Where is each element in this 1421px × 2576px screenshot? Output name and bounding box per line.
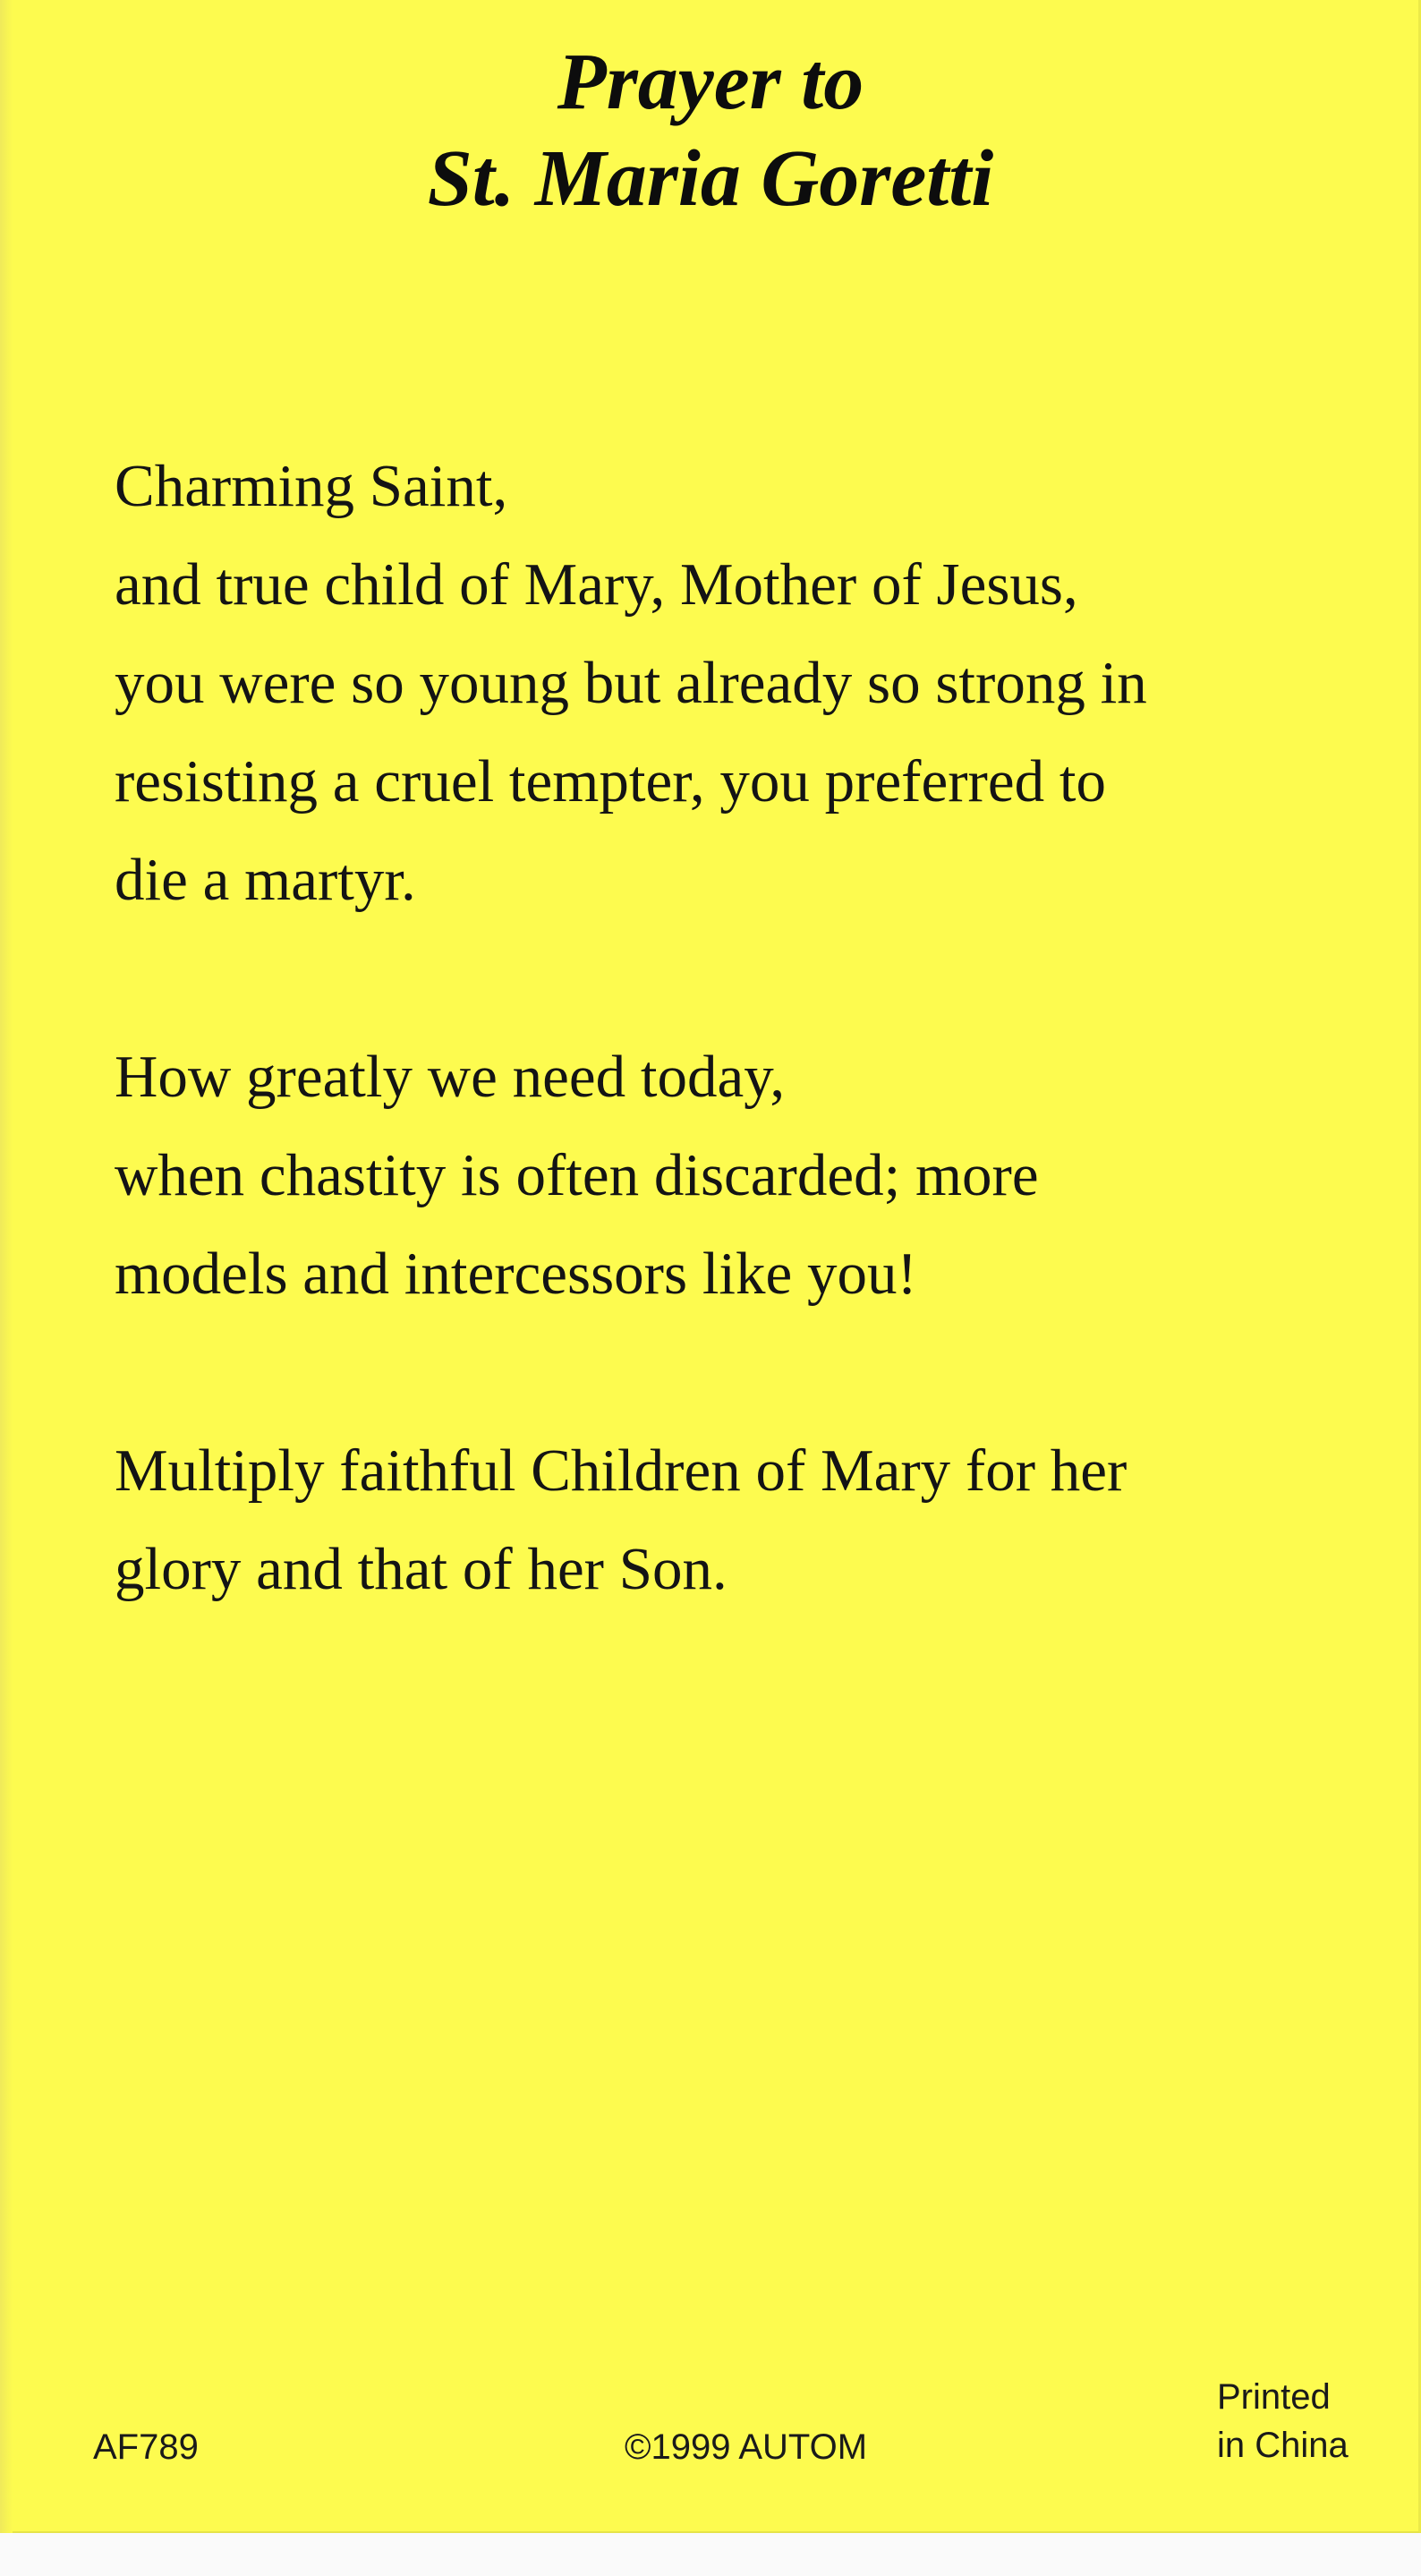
copyright-notice: ©1999 AUTOM	[625, 2427, 868, 2467]
prayer-text	[115, 437, 1412, 1717]
prayer-line: you were so young but already so strong in	[115, 650, 1147, 716]
title-line: St. Maria Goretti	[427, 134, 994, 223]
prayer-line: die a martyr.	[115, 847, 416, 913]
card-edge-shadow	[0, 0, 13, 2533]
prayer-paragraph	[115, 1421, 1412, 1618]
prayer-line: resisting a cruel tempter, you preferred to	[115, 748, 1106, 815]
prayer-line: glory and that of her Son.	[115, 1536, 728, 1602]
prayer-line: Multiply faithful Children of Mary for her	[115, 1437, 1127, 1504]
printed-line: in China	[1217, 2426, 1349, 2465]
prayer-paragraph	[115, 437, 1412, 929]
printed-in-label	[1217, 2373, 1349, 2469]
scan-margin	[0, 2533, 1421, 2576]
prayer-line: How greatly we need today,	[115, 1044, 786, 1110]
prayer-line: when chastity is often discarded; more	[115, 1142, 1039, 1208]
product-code: AF789	[93, 2427, 199, 2467]
card-title	[0, 34, 1421, 227]
prayer-paragraph	[115, 1028, 1412, 1323]
title-line: Prayer to	[557, 38, 864, 126]
prayer-line: and true child of Mary, Mother of Jesus,	[115, 551, 1078, 618]
printed-line: Printed	[1217, 2377, 1331, 2417]
prayer-line: Charming Saint,	[115, 453, 508, 519]
prayer-line: models and intercessors like you!	[115, 1241, 917, 1307]
